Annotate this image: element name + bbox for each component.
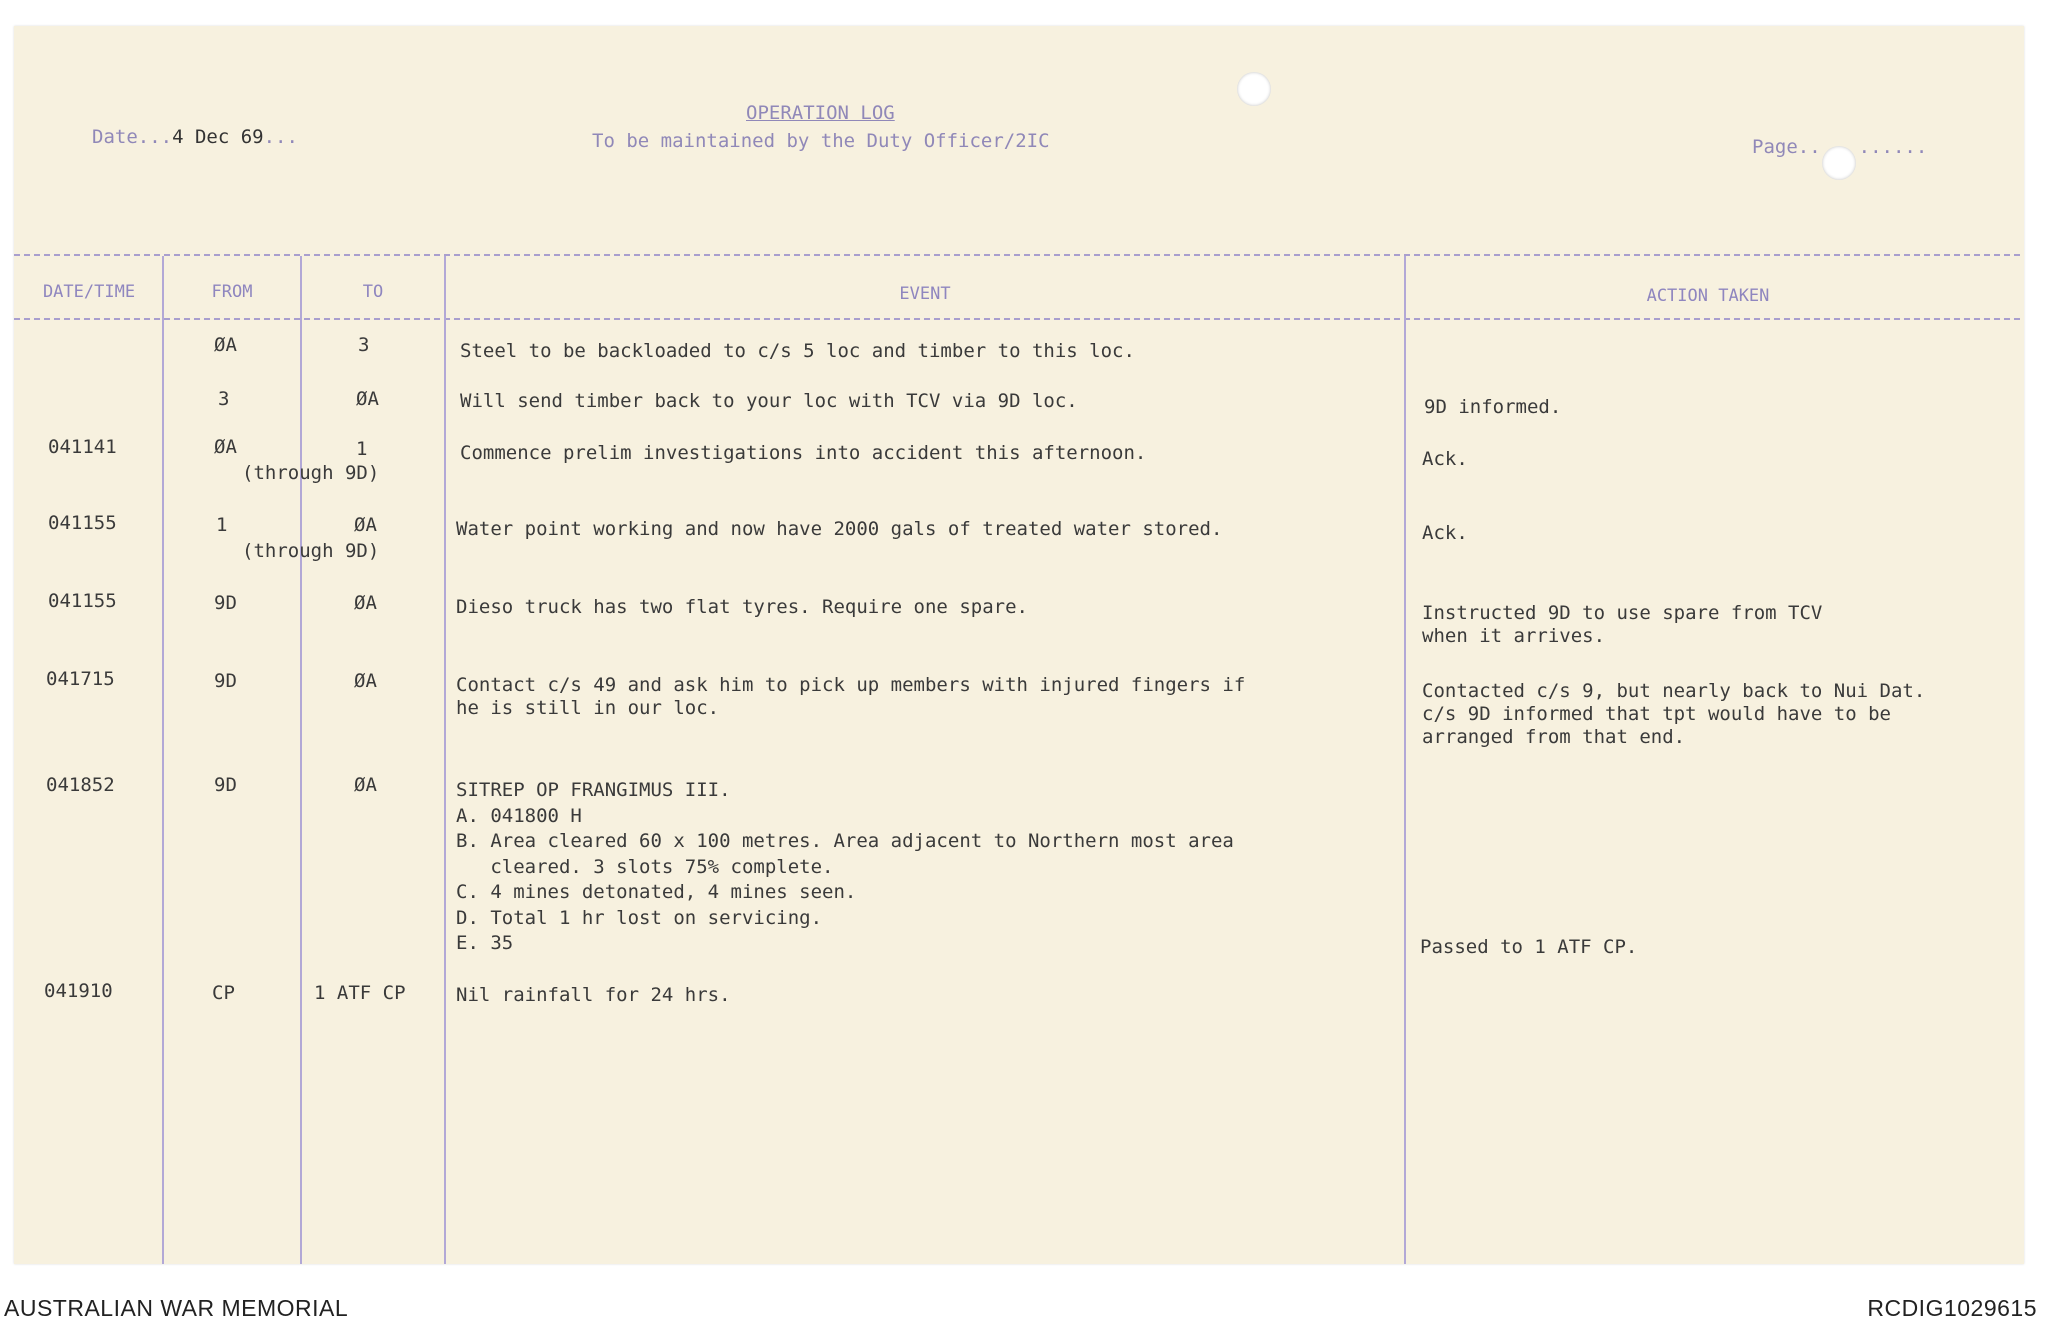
column-divider <box>300 256 302 1264</box>
column-divider <box>162 256 164 1264</box>
log-via: (through 9D) <box>242 462 380 484</box>
log-action: Ack. <box>1422 448 1468 470</box>
log-to: ØA <box>354 514 377 536</box>
log-action: 9D informed. <box>1424 396 1562 418</box>
log-action: Contacted c/s 9, but nearly back to Nui Dat. c/s 9D informed that tpt would have to be arranged from that end. <box>1422 680 1926 748</box>
column-header-action: ACTION TAKEN <box>1646 286 1770 306</box>
log-from: ØA <box>214 334 237 356</box>
column-header-event: EVENT <box>899 284 951 304</box>
archive-id: RCDIG1029615 <box>1867 1295 2037 1321</box>
date-value: 4 Dec 69 <box>172 126 264 148</box>
log-event: SITREP OP FRANGIMUS III. A. 041800 H B. Area cleared 60 x 100 metres. Area adjacent to Northern most area cleared. 3 slots 75% complete. C. 4 mines detonated, 4 mines seen. D. Total 1 hr lost on servicing. E. 35 <box>456 779 1234 954</box>
log-datetime: 041155 <box>48 590 117 612</box>
log-event: Will send timber back to your loc with TCV via 9D loc. <box>460 390 1078 412</box>
log-from: ØA <box>214 436 237 458</box>
log-to: ØA <box>356 388 379 410</box>
log-datetime: 041715 <box>46 668 115 690</box>
log-event: Dieso truck has two flat tyres. Require one spare. <box>456 596 1028 618</box>
log-from: 1 <box>216 514 228 536</box>
log-from: CP <box>212 982 235 1004</box>
log-from: 3 <box>218 388 230 410</box>
page-subtitle: To be maintained by the Duty Officer/2IC <box>592 130 1050 152</box>
log-event: Water point working and now have 2000 gals of treated water stored. <box>456 518 1223 540</box>
column-divider <box>444 256 446 1264</box>
log-from: 9D <box>214 592 237 614</box>
log-event: Nil rainfall for 24 hrs. <box>456 984 731 1006</box>
log-to: 1 <box>356 438 368 460</box>
log-to: ØA <box>354 592 377 614</box>
log-event: Commence prelim investigations into accident this afternoon. <box>460 442 1147 464</box>
log-to: ØA <box>354 670 377 692</box>
log-to: 1 ATF CP <box>314 982 406 1004</box>
column-header-datetime: DATE/TIME <box>42 282 136 302</box>
log-event: Contact c/s 49 and ask him to pick up members with injured fingers if he is still in our loc. <box>456 674 1246 719</box>
log-action: Ack. <box>1422 522 1468 544</box>
page-title: OPERATION LOG <box>746 102 895 124</box>
column-header-to: TO <box>362 282 384 302</box>
log-event: Steel to be backloaded to c/s 5 loc and timber to this loc. <box>460 340 1135 362</box>
column-divider <box>1404 256 1406 1264</box>
table-top-rule <box>14 254 2020 256</box>
log-datetime: 041910 <box>44 980 113 1002</box>
column-header-from: FROM <box>211 282 253 302</box>
log-to: ØA <box>354 774 377 796</box>
log-action: Instructed 9D to use spare from TCV when it arrives. <box>1422 602 1823 647</box>
page-label: Page.. ...... <box>1752 136 1928 158</box>
log-to: 3 <box>358 334 370 356</box>
log-datetime: 041141 <box>48 436 117 458</box>
log-datetime: 041155 <box>48 512 117 534</box>
table-header-rule <box>14 318 2020 320</box>
punch-hole <box>1237 72 1271 106</box>
log-datetime: 041852 <box>46 774 115 796</box>
log-from: 9D <box>214 774 237 796</box>
archive-credit: AUSTRALIAN WAR MEMORIAL <box>4 1295 349 1321</box>
date-label: Date...4 Dec 69... <box>92 126 298 148</box>
log-action: Passed to 1 ATF CP. <box>1420 936 1638 958</box>
log-from: 9D <box>214 670 237 692</box>
log-via: (through 9D) <box>242 540 380 562</box>
